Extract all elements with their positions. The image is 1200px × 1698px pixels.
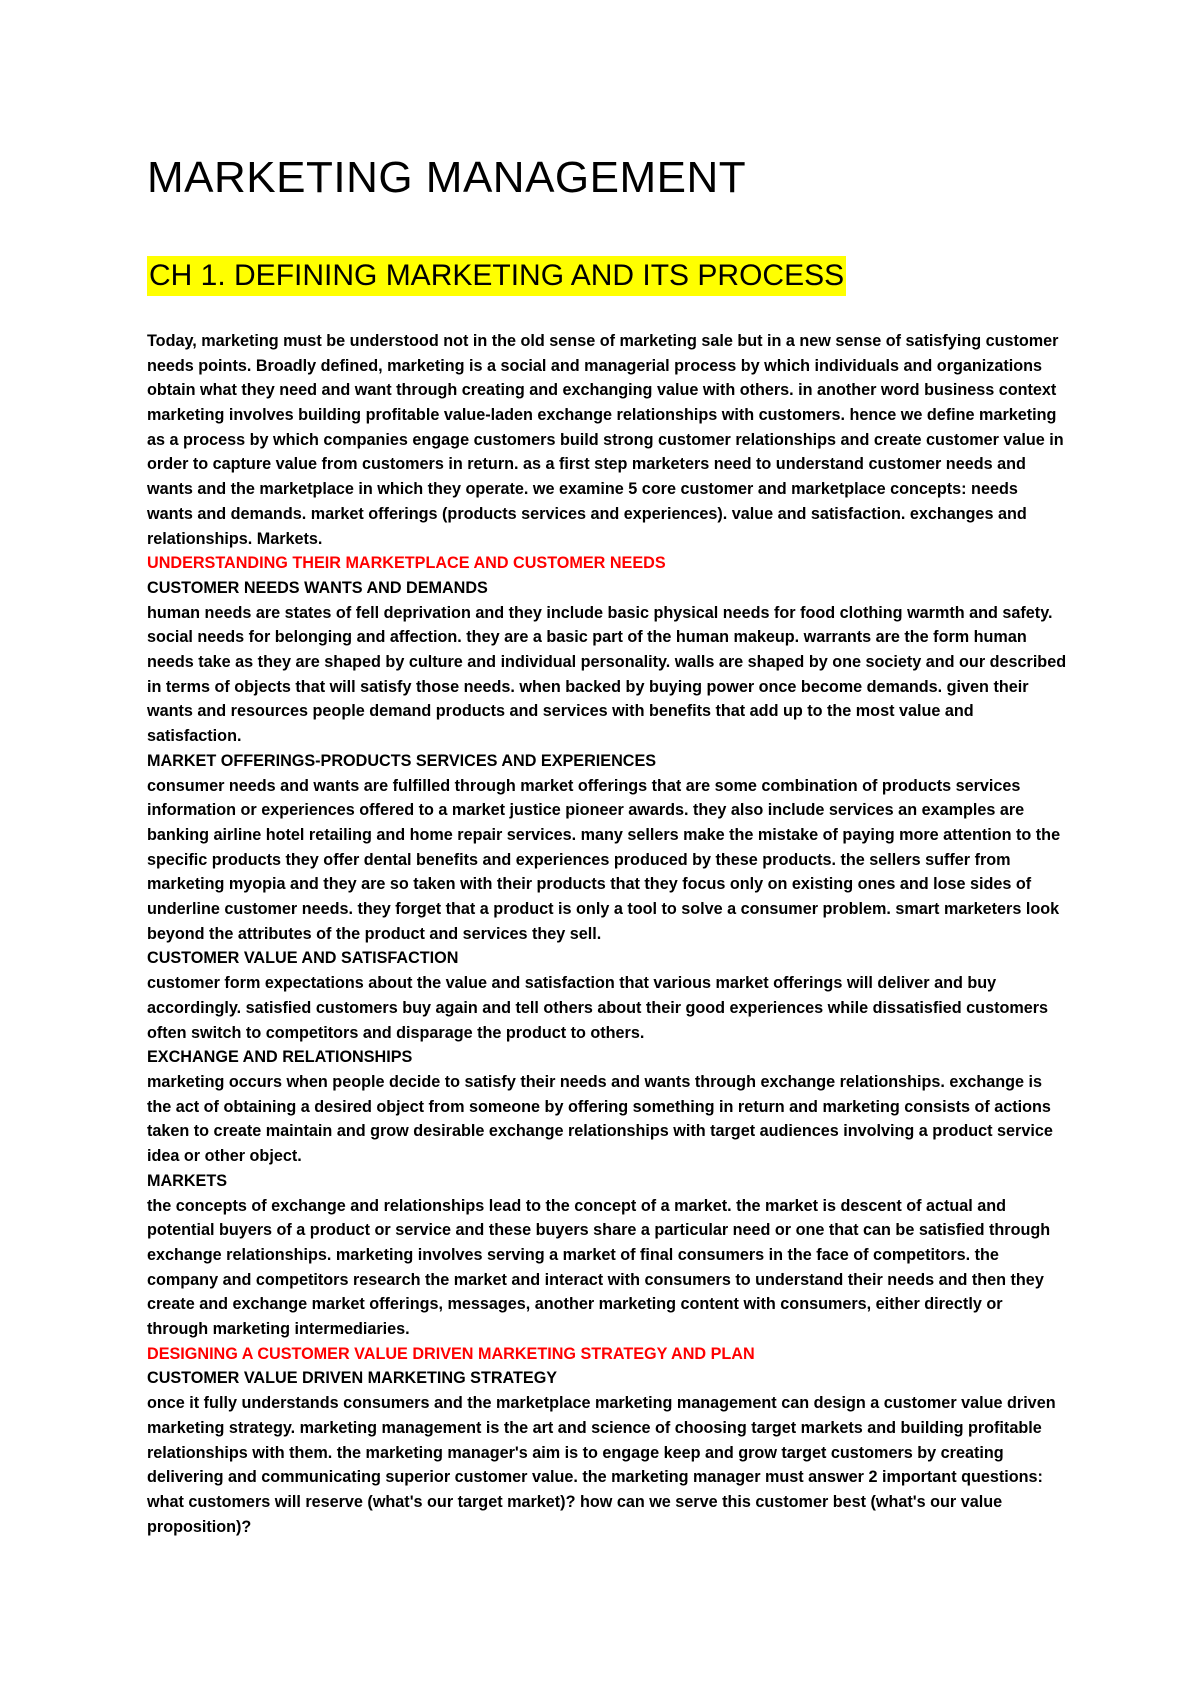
paragraph-needs-wants: human needs are states of fell deprivation and they include basic physical needs for food clothing warmth and safety. social needs for belonging and affection. they are a basic part of the human makeup. warrants are the form human needs take as they are shaped by culture and individual personality. walls are shaped by one society and our described in terms of objects that will satisfy those needs. when backed by buying power once become demands. given their wants and resources people demand products and services with benefits that add up to the most value and satisfaction. [147,603,1067,746]
paragraph-exchange: marketing occurs when people decide to satisfy their needs and wants through exchange relationships. exchange is the act of obtaining a desired object from someone by offering something in return and marketing consists of actions taken to create maintain and grow desirable exchange relationships with target audiences involving a product service idea or other object. [147,1072,1053,1166]
section-heading-marketplace: UNDERSTANDING THEIR MARKETPLACE AND CUSTOMER NEEDS [147,554,666,573]
subheading-customer-value: CUSTOMER VALUE AND SATISFACTION [147,949,459,968]
paragraph-market-offerings: consumer needs and wants are fulfilled through market offerings that are some combination of products services information or experiences offered to a market justice pioneer awards. they also include services an examples are banking airline hotel retailing and home repair services. many sellers make the mistake of paying more attention to the specific products they offer dental benefits and experiences produced by these products. the sellers suffer from marketing myopia and they are so taken with their products that they focus only on existing ones and lose sides of underline customer needs. they forget that a product is only a tool to solve a consumer problem. smart marketers look beyond the attributes of the product and services they sell. [147,776,1061,943]
document-body [147,329,1067,1539]
subheading-market-offerings: MARKET OFFERINGS-PRODUCTS SERVICES AND EXPERIENCES [147,751,657,770]
subheading-value-driven-strategy: CUSTOMER VALUE DRIVEN MARKETING STRATEGY [147,1369,558,1388]
chapter-heading: CH 1. DEFINING MARKETING AND ITS PROCESS [147,256,846,296]
paragraph-customer-value: customer form expectations about the value and satisfaction that various market offerings will deliver and buy accordingly. satisfied customers buy again and tell others about their good experiences while dissatisfied customers often switch to competitors and disparage the product to others. [147,974,1049,1042]
paragraph-markets: the concepts of exchange and relationships lead to the concept of a market. the market is descent of actual and potential buyers of a product or service and these buyers share a particular need or one that can be satisfied through exchange relationships. marketing involves serving a market of final consumers in the face of competitors. the company and competitors research the market and interact with consumers to understand their needs and then they create and exchange market offerings, messages, another marketing content with consumers, either directly or through marketing intermediaries. [147,1196,1051,1339]
intro-paragraph: Today, marketing must be understood not in the old sense of marketing sale but in a new sense of satisfying customer needs points. Broadly defined, marketing is a social and managerial process by which individuals and organizations obtain what they need and want through creating and exchanging value with others. in another word business context marketing involves building profitable value-laden exchange relationships with customers. hence we define marketing as a process by which companies engage customers build strong customer relationships and create customer value in order to capture value from customers in return. as a first step marketers need to understand customer needs and wants and the marketplace in which they operate. we examine 5 core customer and marketplace concepts: needs wants and demands. market offerings (products services and experiences). value and satisfaction. exchanges and relationships. Markets. [147,331,1064,548]
document-title: MARKETING MANAGEMENT [147,153,747,202]
document-page [147,150,1067,1539]
subheading-exchange: EXCHANGE AND RELATIONSHIPS [147,1048,413,1067]
subheading-markets: MARKETS [147,1171,228,1190]
section-heading-strategy: DESIGNING A CUSTOMER VALUE DRIVEN MARKETING STRATEGY AND PLAN [147,1344,755,1363]
paragraph-value-driven-strategy: once it fully understands consumers and the marketplace marketing management can design a customer value driven marketing strategy. marketing management is the art and science of choosing target markets and building profitable relationships with them. the marketing manager's aim is to engage keep and grow target customers by creating delivering and communicating superior customer value. the marketing manager must answer 2 important questions: what customers will reserve (what's our target market)? how can we serve this customer best (what's our value proposition)? [147,1394,1056,1536]
subheading-needs-wants: CUSTOMER NEEDS WANTS AND DEMANDS [147,578,488,597]
